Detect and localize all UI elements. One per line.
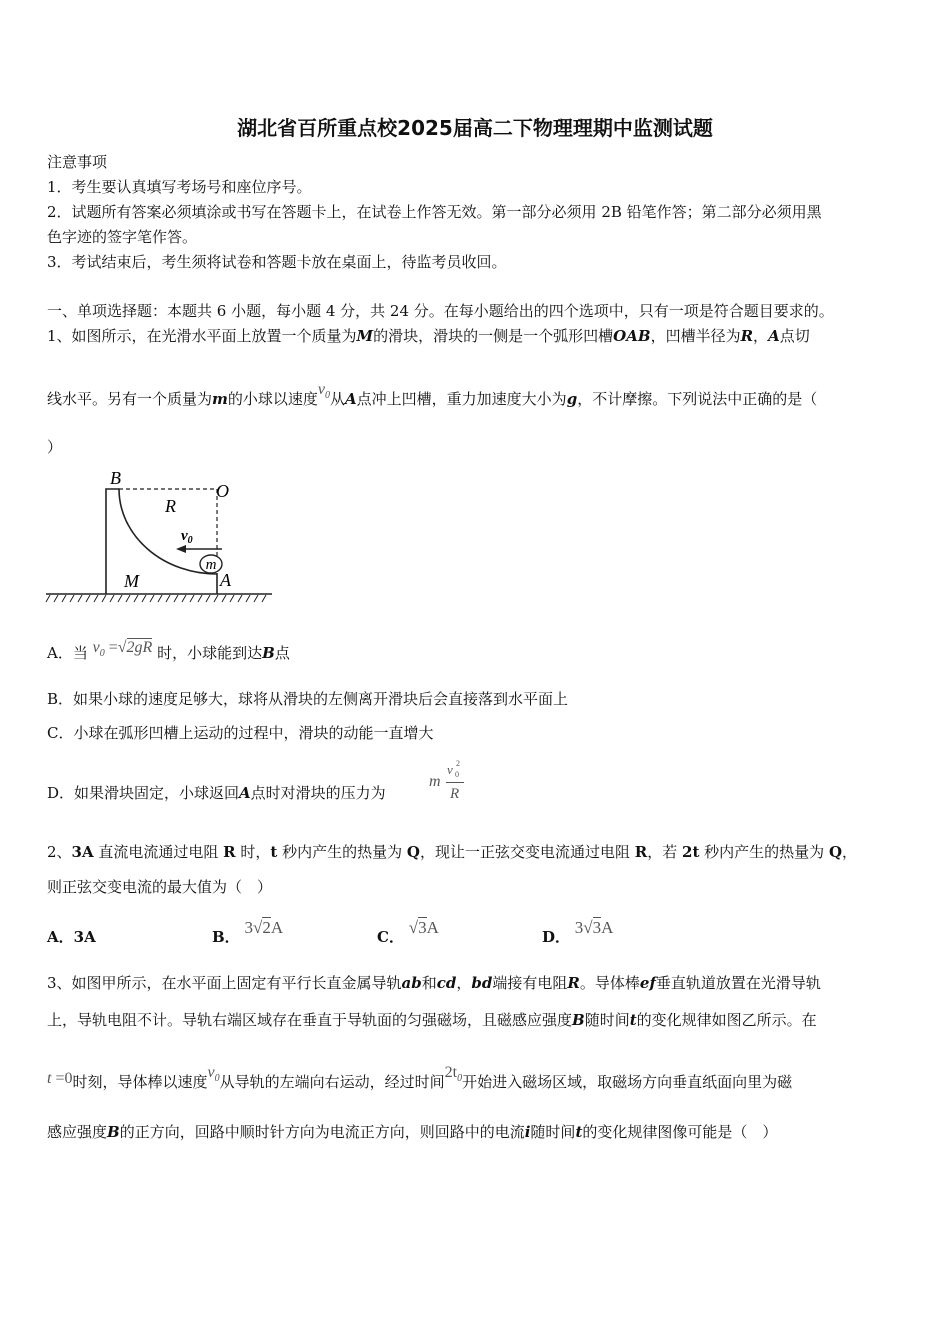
notice-item-3: 3．考试结束后，考生须将试卷和答题卡放在桌面上，待监考员收回。 [47,253,507,271]
q1-opt-text: 时，小球能到达 [157,644,263,662]
q2-option-b: B． 3√2A [212,918,284,946]
q1-option-c: C．小球在弧形凹槽上运动的过程中，滑块的动能一直增大 [47,724,434,742]
label-R: R [165,496,176,516]
q1-var-A: A [768,327,780,345]
q2-opt-c-formula: √3A [408,918,439,937]
velocity-arrow-head [176,545,186,553]
q1-figure [44,464,276,608]
notice-item-2: 2．试题所有答案必须填涂或书写在答题卡上，在试卷上作答无效。第一部分必须用 2B 铅笔作答；第二部分必须用黑 [47,203,822,221]
q2-line-1: 2、3A 直流电流通过电阻 R 时，t 秒内产生的热量为 Q，现让一正弦交变电流通过电阻 R，若 2t 秒内产生的热量为 Q， [47,843,858,861]
q1-opt-d-formula: m v 2 0 R [429,760,469,808]
q1-text: 1、如图所示，在光滑水平面上放置一个质量为 [47,327,357,345]
q3-line-3: t =0时刻，导体棒以速度$v_0$从导轨的左端向右运动，经过时间$2t_0$开始进入磁场区域，取磁场方向垂直纸面向里为磁 [47,1064,793,1091]
notice-heading: 注意事项 [47,153,108,171]
q1-var-A: A [239,784,251,802]
q1-var-M: M [356,327,374,345]
q1-line-2 [47,381,818,417]
q1-line-1 [47,325,810,347]
q1-opt-text: D．如果滑块固定，小球返回 [47,784,240,802]
q2-option-a: A．3A [47,928,96,946]
q1-option-b: B．如果小球的速度足够大，球将从滑块的左侧离开滑块后会直接落到水平面上 [47,690,569,708]
q1-text: ，不计摩擦。下列说法中正确的是（ [577,390,818,408]
q1-text: 线水平。另有一个质量为 [47,390,213,408]
notice-item-1: 1．考生要认真填写考场号和座位序号。 [47,178,312,196]
q1-line-3: ） [47,438,63,456]
label-A: A [220,570,231,590]
q1-var-g: g [566,390,578,408]
q3-math-t0: t =0 [47,1070,73,1087]
q3-math-2t0: $2t_0$ [444,1064,463,1085]
q3-math-v0: $v_0$ [207,1064,220,1085]
q1-text: 点冲上凹槽，重力加速度大小为 [356,390,567,408]
q1-option-a [47,639,290,671]
q1-opt-text: 点时对滑块的压力为 [250,784,386,802]
q1-text: 的滑块，滑块的一侧是一个弧形凹槽 [373,327,614,345]
q2-line-2: 则正弦交变电流的最大值为（ ） [47,878,273,896]
q1-opt-text: A．当 [47,644,88,662]
q3-line-1: 3、如图甲所示，在水平面上固定有平行长直金属导轨ab和cd，bd端接有电阻R。导体棒ef垂直轨道放置在光滑导轨 [47,974,821,992]
q1-opt-a-formula: $v_0 =√2gR$ [92,639,153,660]
q1-text: ， [753,327,769,345]
ground-hatching [46,595,266,602]
label-v0: $v_0$ [181,528,193,546]
label-m: m [205,557,217,573]
q3-line-2: 上，导轨电阻不计。导轨右端区域存在垂直于导轨面的匀强磁场，且磁感应强度B随时间t的变化规律如图乙所示。在 [47,1011,817,1029]
q1-var-m: m [212,390,228,408]
slider-block [106,489,217,594]
q1-var-OAB: OAB [613,327,651,345]
label-M: M [124,571,139,591]
q1-var-R: R [740,327,754,345]
q1-var-B: B [262,644,275,662]
q1-text: ，凹槽半径为 [650,327,741,345]
q1-text: 的小球以速度 [227,390,318,408]
q1-opt-text: 点 [274,644,290,662]
q3-line-4: 感应强度B的正方向，回路中顺时针方向为电流正方向，则回路中的电流i随时间t的变化规律图像可能是（ ） [47,1123,778,1141]
q2-opt-d-formula: 3√3A [574,918,614,937]
section-heading: 一、单项选择题：本题共 6 小题，每小题 4 分，共 24 分。在每小题给出的四个选项中，只有一项是符合题目要求的。 [47,302,834,320]
q1-text: 点切 [779,327,810,345]
q1-option-d [47,782,386,804]
q2-option-c: C． √3A [377,918,439,946]
q2-opt-b-formula: 3√2A [244,918,284,937]
q1-text: 从 [330,390,346,408]
q1-var-A: A [345,390,357,408]
q1-math-v0: $v_0$ [317,381,331,402]
page-title: 湖北省百所重点校2025届高二下物理理期中监测试题 [237,116,713,140]
notice-item-2-cont: 色字迹的签字笔作答。 [47,228,198,246]
label-O: O [216,481,229,501]
q2-option-d: D． 3√3A [542,918,614,946]
label-B: B [110,468,121,488]
